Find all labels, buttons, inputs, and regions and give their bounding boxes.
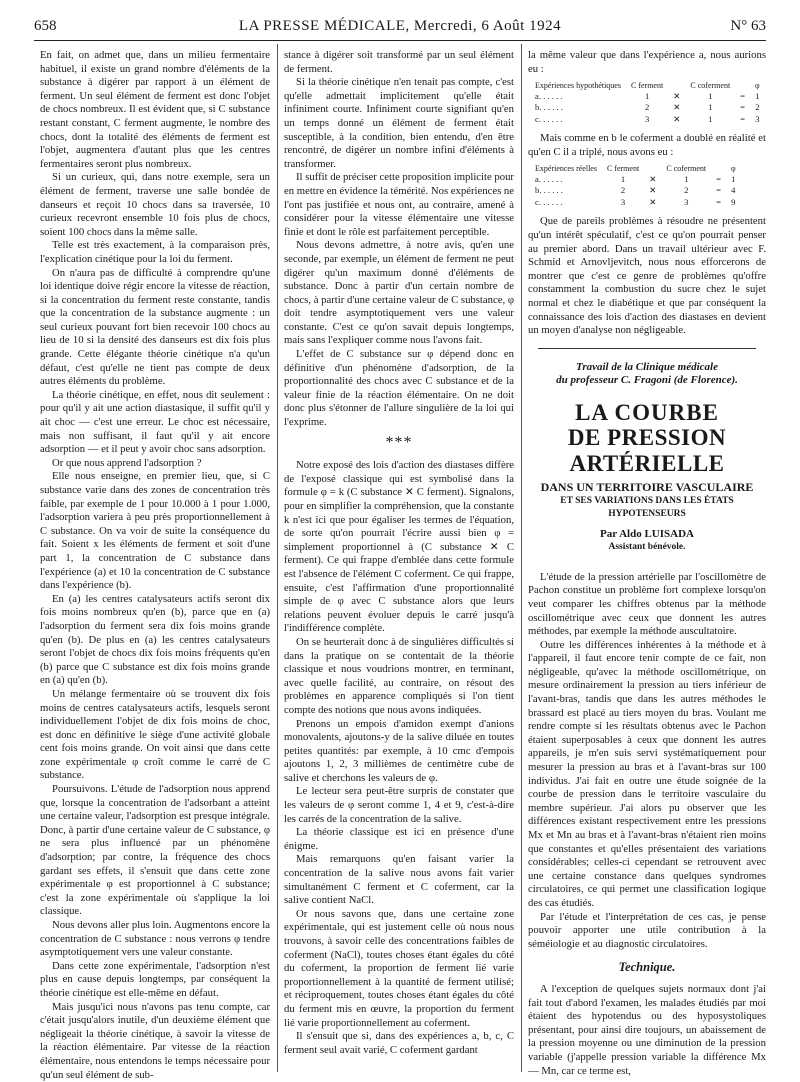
paragraph: Dans cette zone expérimentale, l'adsorption n'est plus en cause depuis longtemps, par conséquent la théorie cinétique est elle-même en défaut. (40, 959, 270, 999)
section-stars: *** (385, 433, 413, 451)
table-cell: ✕ (673, 90, 681, 101)
table-cell: 1 (708, 102, 713, 113)
table-header-cell: C ferment (630, 81, 664, 91)
paragraph: Mais jusqu'ici nous n'avons pas tenu compte, car c'était jusqu'alors inutile, d'un deuxième élément que négligeait la théorie cinétique, à savoir la vitesse de la réaction élémentaire. Par vitesse de la réaction élémentaire, nous entendons le temps nécessaire pour qu'un seul élément de sub- (40, 1000, 270, 1081)
table-cell: b. . . . . . (535, 102, 563, 113)
table-row (530, 114, 765, 126)
table-header-cell: φ (731, 164, 736, 174)
table-cell: ✕ (649, 173, 657, 184)
table-cell: 2 (684, 185, 689, 196)
paragraph: La théorie cinétique, en effet, nous dit seulement : pour qu'il y ait une action diastasique, il suffit qu'il y ait choc — c'est une erreur. Le choc est nécessaire, mais non suffisant, il faut qu'il y ait encore adsorption — et il peut y avoir choc sans adsorption. (40, 388, 270, 456)
paragraph: la même valeur que dans l'expérience a, nous aurions eu : (528, 49, 766, 75)
table-header-cell: Expériences hypothétiques (535, 81, 621, 91)
table-cell: = (716, 173, 722, 184)
table-cell: ✕ (649, 185, 657, 196)
table-cell: 2 (644, 102, 650, 113)
page-header (34, 18, 766, 36)
paragraph: Il s'ensuit que si, dans des expériences a, b, c, C ferment seul avait varié, C coferment gardant (284, 1030, 514, 1056)
column-rule-1 (277, 44, 278, 1072)
table-cell: c. . . . . . (535, 113, 563, 124)
paragraph: Si un curieux, qui, dans notre exemple, sera un élément de ferment, traverse une salle bondée de danseurs et reçoit 10 chocs dans sa traversée, 10 curieux recevront ensemble 10 fois plus de chocs, soient 100 chocs dans la même salle. (40, 171, 270, 238)
table-cell: b. . . . . . (535, 185, 563, 196)
table-row (530, 185, 741, 197)
paragraph: Nous devons admettre, à notre avis, qu'en une seconde, par exemple, un élément de ferment ne peut digérer qu'un maximum donné d'éléments de substance. Donc à partir d'un certain nombre de chocs, à partir d'une certaine valeur de C substance, φ doit tendre asymptotiquement vers une valeur constante. C'est ce qu'on savait depuis longtemps, mais sans l'expliquer comme nous l'avons fait. (284, 239, 514, 347)
table-cell: = (740, 102, 746, 113)
column-3 (528, 49, 766, 1077)
table-cell: ✕ (673, 113, 681, 124)
paragraph: En (a) les centres catalysateurs actifs seront dix fois moins nombreux qu'en (b), parce que en (a) l'adsorption du ferment sera dix fois moins grande qu'en (b). De plus en (a) les centres catalysateurs seront l'objet de chocs dix fois moins fréquents qu'en (b) parce que C substance est dix fois moins grande en (a) qu'en (b). (40, 592, 270, 687)
table-cell: 3 (755, 113, 760, 124)
paragraph: L'étude de la pression artérielle par l'oscillomètre de Pachon constitue un problème fort complexe lorsqu'on veut comparer les chiffres obtenus par la méthode oscillométrique avec ceux que donnent les autres méthodes, par exemple la méthode auscultatoire. (528, 570, 766, 638)
paragraph: Notre exposé des lois d'action des diastases diffère de l'exposé classique qui est symbolisé dans la formule φ = k (C substance ✕ C ferment). Signalons, pour en simplifier la compréhension, que la constante k n'est ici que pour égaliser les termes de l'équation, de sorte qu'on pourrait l'écrire aussi bien φ = simplement proportionnel à (C substance ✕ C ferment). Ce qui frappe d'emblée dans cette formule est l'absence de l'élément C coferment. Ce qui frappe, ensuite, c'est l'affirmation d'une proportionnalité simple de φ avec C substance alors que leurs relations peuvent évoluer depuis le carré jusqu'à l'indifférence complète. (284, 459, 514, 635)
paragraph: Elle nous enseigne, en premier lieu, que, si C substance varie dans des zones de concentration très faible, par exemple de 1 pour 10.000 à 1 pour 1.000, l'adsorption variera à peu près proportionnellement à C substance. On va voir de suite la conséquence du fait. Soient x les éléments de ferment et soit d'une part 1, la concentration de C substance dans l'expérience (a) et 10 la concentration de C substance dans l'expérience (b). (40, 470, 270, 592)
table-cell: 1 (731, 173, 736, 184)
paragraph: Or nous savons que, dans une certaine zone expérimentale, qui est justement celle où nous nous trouvons, à savoir celle des concentrations faibles de coferment (NaCl), toutes choses étant égales du côté du coferment, la proportion de ferment lié varie proportionnellement à la quantité de ferment utilisé; et réciproquement, toutes choses étant égales du côté du ferment mis en œuvre, la proportion du ferment lié varie proportionnellement au coferment. (284, 907, 514, 1029)
issue-number: N° 63 (730, 18, 766, 34)
table-cell: 3 (684, 196, 689, 207)
paragraph: Nous devons aller plus loin. Augmentons encore la concentration de C substance : nous verrons φ tendre asymptotiquement vers une valeur constante. (40, 919, 270, 959)
article-title-line-2: DE PRESSION ARTÉRIELLE (567, 424, 727, 476)
paragraph: Mais comme en b le coferment a doublé en réalité et qu'en C il a triplé, nous avons eu : (528, 132, 766, 158)
column-1 (40, 49, 270, 1081)
article-separator (538, 348, 756, 349)
table-cell: 1 (620, 173, 626, 184)
paragraph: En fait, on admet que, dans un milieu fermentaire habituel, il existe un grand nombre d'éléments de la substance à digérer par rapport à un élément de ferment. Un seul élément de ferment est donc l'objet de chocs nombreux. Il est évident que, si C substance restant constant, C ferment augmente, le nombre des chocs, dont la totalité des éléments de ferment est l'objet, augmentera d'autant plus que les centres fermentaires seront plus nombreux. (40, 49, 270, 170)
author-role: Assistant bénévole. (608, 541, 686, 552)
paragraph: Mais remarquons qu'en faisant varier la concentration de la salive nous avons fait varier simultanément C ferment et C coferment, car la salive contient NaCl. (284, 853, 514, 907)
table-cell: 1 (708, 90, 713, 101)
paragraph: Si la théorie cinétique n'en tenait pas compte, c'est qu'elle admettait implicitement qu'elle était infiniment courte. Infiniment courte signifiant qu'en un temps donné un élément de ferment était susceptible, à la condition, bien entendu, d'en être rencontré, de digérer un nombre infini d'éléments à transformer. (284, 76, 514, 170)
table-cell: ✕ (649, 196, 657, 207)
clinic-line: Travail de la Clinique médicale (576, 360, 718, 373)
hypothetical-experiments-table (530, 81, 765, 125)
paragraph: Prenons un empois d'amidon exempt d'anions monovalents, ajoutons-y de la salive diluée en toutes petites quantités: par exemple, à 10 cmc d'empois ajoutons 1, 2, 3 millièmes de centimètre cube de salive et cherchons les valeurs de φ. (284, 717, 514, 784)
journal-title: LA PRESSE MÉDICALE, Mercredi, 6 Août 1924 (238, 18, 562, 34)
paragraph: On n'aura pas de difficulté à comprendre qu'une loi identique doive régir encore la vitesse de réaction, si la concentration du ferment reste constante, tandis que la concentration de la substance augmente : un seul curieux pouvant fort bien recevoir 100 chocs au lieu de 10 si la densité des danseurs est dix fois plus grande. Cette élégante théorie cinétique n'a qu'un défaut, c'est qu'elle ne tient pas compte de deux autres éléments du problème. (40, 266, 270, 388)
article-author: Par Aldo LUISADA (600, 527, 694, 540)
article-subtitle-line-2: ET SES VARIATIONS DANS LES ÉTATS HYPOTENSEURS (560, 495, 734, 519)
table-cell: 1 (708, 113, 713, 124)
paragraph: stance à digérer soit transformé par un seul élément de ferment. (284, 49, 514, 75)
table-cell: 1 (684, 173, 689, 184)
table-cell: c. . . . . . (535, 196, 563, 207)
article-title: LA COURBE (575, 399, 719, 425)
clinic-line: du professeur C. Fragoni (de Florence). (556, 373, 738, 386)
table-cell: a. . . . . . (535, 173, 563, 184)
table-header-row (530, 164, 741, 174)
paragraph: Le lecteur sera peut-être surpris de constater que les valeurs de φ seront comme 1, 4 et 9, c'est-à-dire les carrés de la concentration de la salive. (284, 785, 514, 825)
table-cell: ✕ (673, 102, 681, 113)
article-subtitle: DANS UN TERRITOIRE VASCULAIRE (540, 479, 754, 494)
table-row (530, 197, 741, 209)
table-header-cell: Expériences réelles (535, 164, 597, 174)
table-cell: = (740, 90, 746, 101)
paragraph: La théorie classique est ici en présence d'une énigme. (284, 826, 514, 852)
table-cell: a. . . . . . (535, 90, 563, 101)
table-cell: 1 (644, 90, 650, 101)
paragraph: Que de pareils problèmes à résoudre ne présentent qu'un intérêt spéculatif, c'est ce qu'on pourrait penser au premier abord. Dans un travail ultérieur avec F. Schmid et Arnovljevitch, nous nous efforcerons de montrer que c'est ce genre de problèmes qu'offre constamment la combustion du sucre chez le sujet normal et chez le diabétique et que par conséquent la connaissance des lois d'action des diastases en devient un moyen d'analyse non négligeable. (528, 215, 766, 337)
table-cell: 4 (731, 185, 736, 196)
paragraph: Or que nous apprend l'adsorption ? (52, 456, 202, 469)
table-header-cell: C ferment (606, 164, 640, 174)
paragraph: Il suffit de préciser cette proposition implicite pour en mettre en évidence la témérité. Nos expériences ne l'ont pas justifiée et nous ont, au contraire, amené à considérer pour la vitesse élémentaire une vitesse finie et dont le rôle est parfaitement perceptible. (284, 171, 514, 238)
table-cell: 9 (731, 196, 736, 207)
paragraph: Par l'étude et l'interprétation de ces cas, je pense pouvoir apporter une utile contribution à la séméiologie et au diagnostic circulatoires. (528, 910, 766, 950)
table-cell: 2 (620, 185, 626, 196)
table-cell: = (716, 185, 722, 196)
table-row (530, 174, 741, 186)
column-2 (284, 49, 514, 1071)
table-header-row (530, 81, 765, 91)
column-rule-2 (521, 44, 522, 1072)
table-cell: = (716, 196, 722, 207)
table-cell: 3 (620, 196, 626, 207)
table-cell: 3 (644, 113, 650, 124)
header-rule (34, 40, 766, 41)
clinic-attribution (528, 361, 766, 387)
paragraph: Telle est très exactement, à la comparaison près, l'explication cinétique pour la loi du ferment. (40, 239, 270, 265)
paragraph: A l'exception de quelques sujets normaux dont j'ai fait tout d'abord l'examen, les malades étudiés par moi étaient des hypotendus ou des hyposystoliques présentant, pour ainsi dire toujours, un abaissement de la pression moyenne ou une diminution de la pression variable (j'appelle pression variable la différence Mx — Mn, car ce terme est, (528, 982, 766, 1077)
page-number: 658 (34, 18, 57, 34)
table-cell: 1 (755, 90, 760, 101)
paragraph: L'effet de C substance sur φ dépend donc en définitive d'un phénomène d'adsorption, de la proportionnalité des chocs avec C substance et de la valeur finie de la réaction élémentaire. On ne doit donc plus s'étonner de l'allure singulière de la loi qui l'exprime. (284, 348, 514, 429)
real-experiments-table (530, 164, 741, 208)
table-cell: 2 (755, 102, 760, 113)
table-header-cell: C coferment (690, 81, 731, 91)
table-header-cell: C coferment (666, 164, 707, 174)
paragraph: On se heurterait donc à de singulières difficultés si dans la pratique on se contentait de la théorie classique et nous voudrions montrer, en terminant, avec quelle facilité, au contraire, on résout des problèmes en apparence compliqués si l'on tient compte des notions que nous avons indiquées. (284, 635, 514, 716)
section-heading: Technique. (618, 960, 676, 975)
paragraph: Poursuivons. L'étude de l'adsorption nous apprend que, lorsque la concentration de l'adsorbant a atteint une certaine valeur, l'adsorption est presque intégrale. Donc, à partir d'une certaine valeur de C substance, φ ne sera plus influencé par un phénomène d'adsorption; par contre, la fréquence des chocs gardant ses effets, il s'ensuit que dans cette zone expérimentale φ est proportionnel à C substance; c'est la zone expérimentale où s'applique la loi classique. (40, 783, 270, 918)
table-header-cell: φ (755, 81, 760, 91)
table-row (530, 102, 765, 114)
paragraph: Un mélange fermentaire où se trouvent dix fois moins de centres catalysateurs actifs, lesquels seront individuellement l'objet de dix fois moins de choc, est donc en définitive le siège d'une activité globale cent fois moins grande. On voit ainsi que dans cette zone expérimentale φ croît comme le carré de C substance. (40, 687, 270, 782)
paragraph: Outre les différences inhérentes à la méthode et à l'appareil, il faut encore tenir compte de ce fait, non négligeable, qu'avec la méthode oscillométrique, on mesure ordinairement la pression au tiers inférieur de l'avant-bras, tandis que dans les autres méthodes le brassard est placé au tiers moyen du bras. Voulant me rendre compte si les résultats obtenus avec le Pachon étaient superposables à ceux que donnent les autres appareils, je m'en suis servi systématiquement pour mesurer la pression au bras et à l'avant-bras sur 100 individus. J'ai fait en outre une étude soignée de la courbe de pression dans le territoire vasculaire du membre supérieur. J'ai alors pu observer que les différences existant respectivement entre les pressions Mx et Mn au bras et à l'avant-bras n'étaient rien moins que constantes et qu'elles présentaient des variations considérables; celles-ci cependant se retrouvent avec une certaine constance dans quelques syndromes circulatoires, ce qui permet une classification logique des cas étudiés. (528, 638, 766, 909)
table-cell: = (740, 113, 746, 124)
table-row (530, 91, 765, 103)
